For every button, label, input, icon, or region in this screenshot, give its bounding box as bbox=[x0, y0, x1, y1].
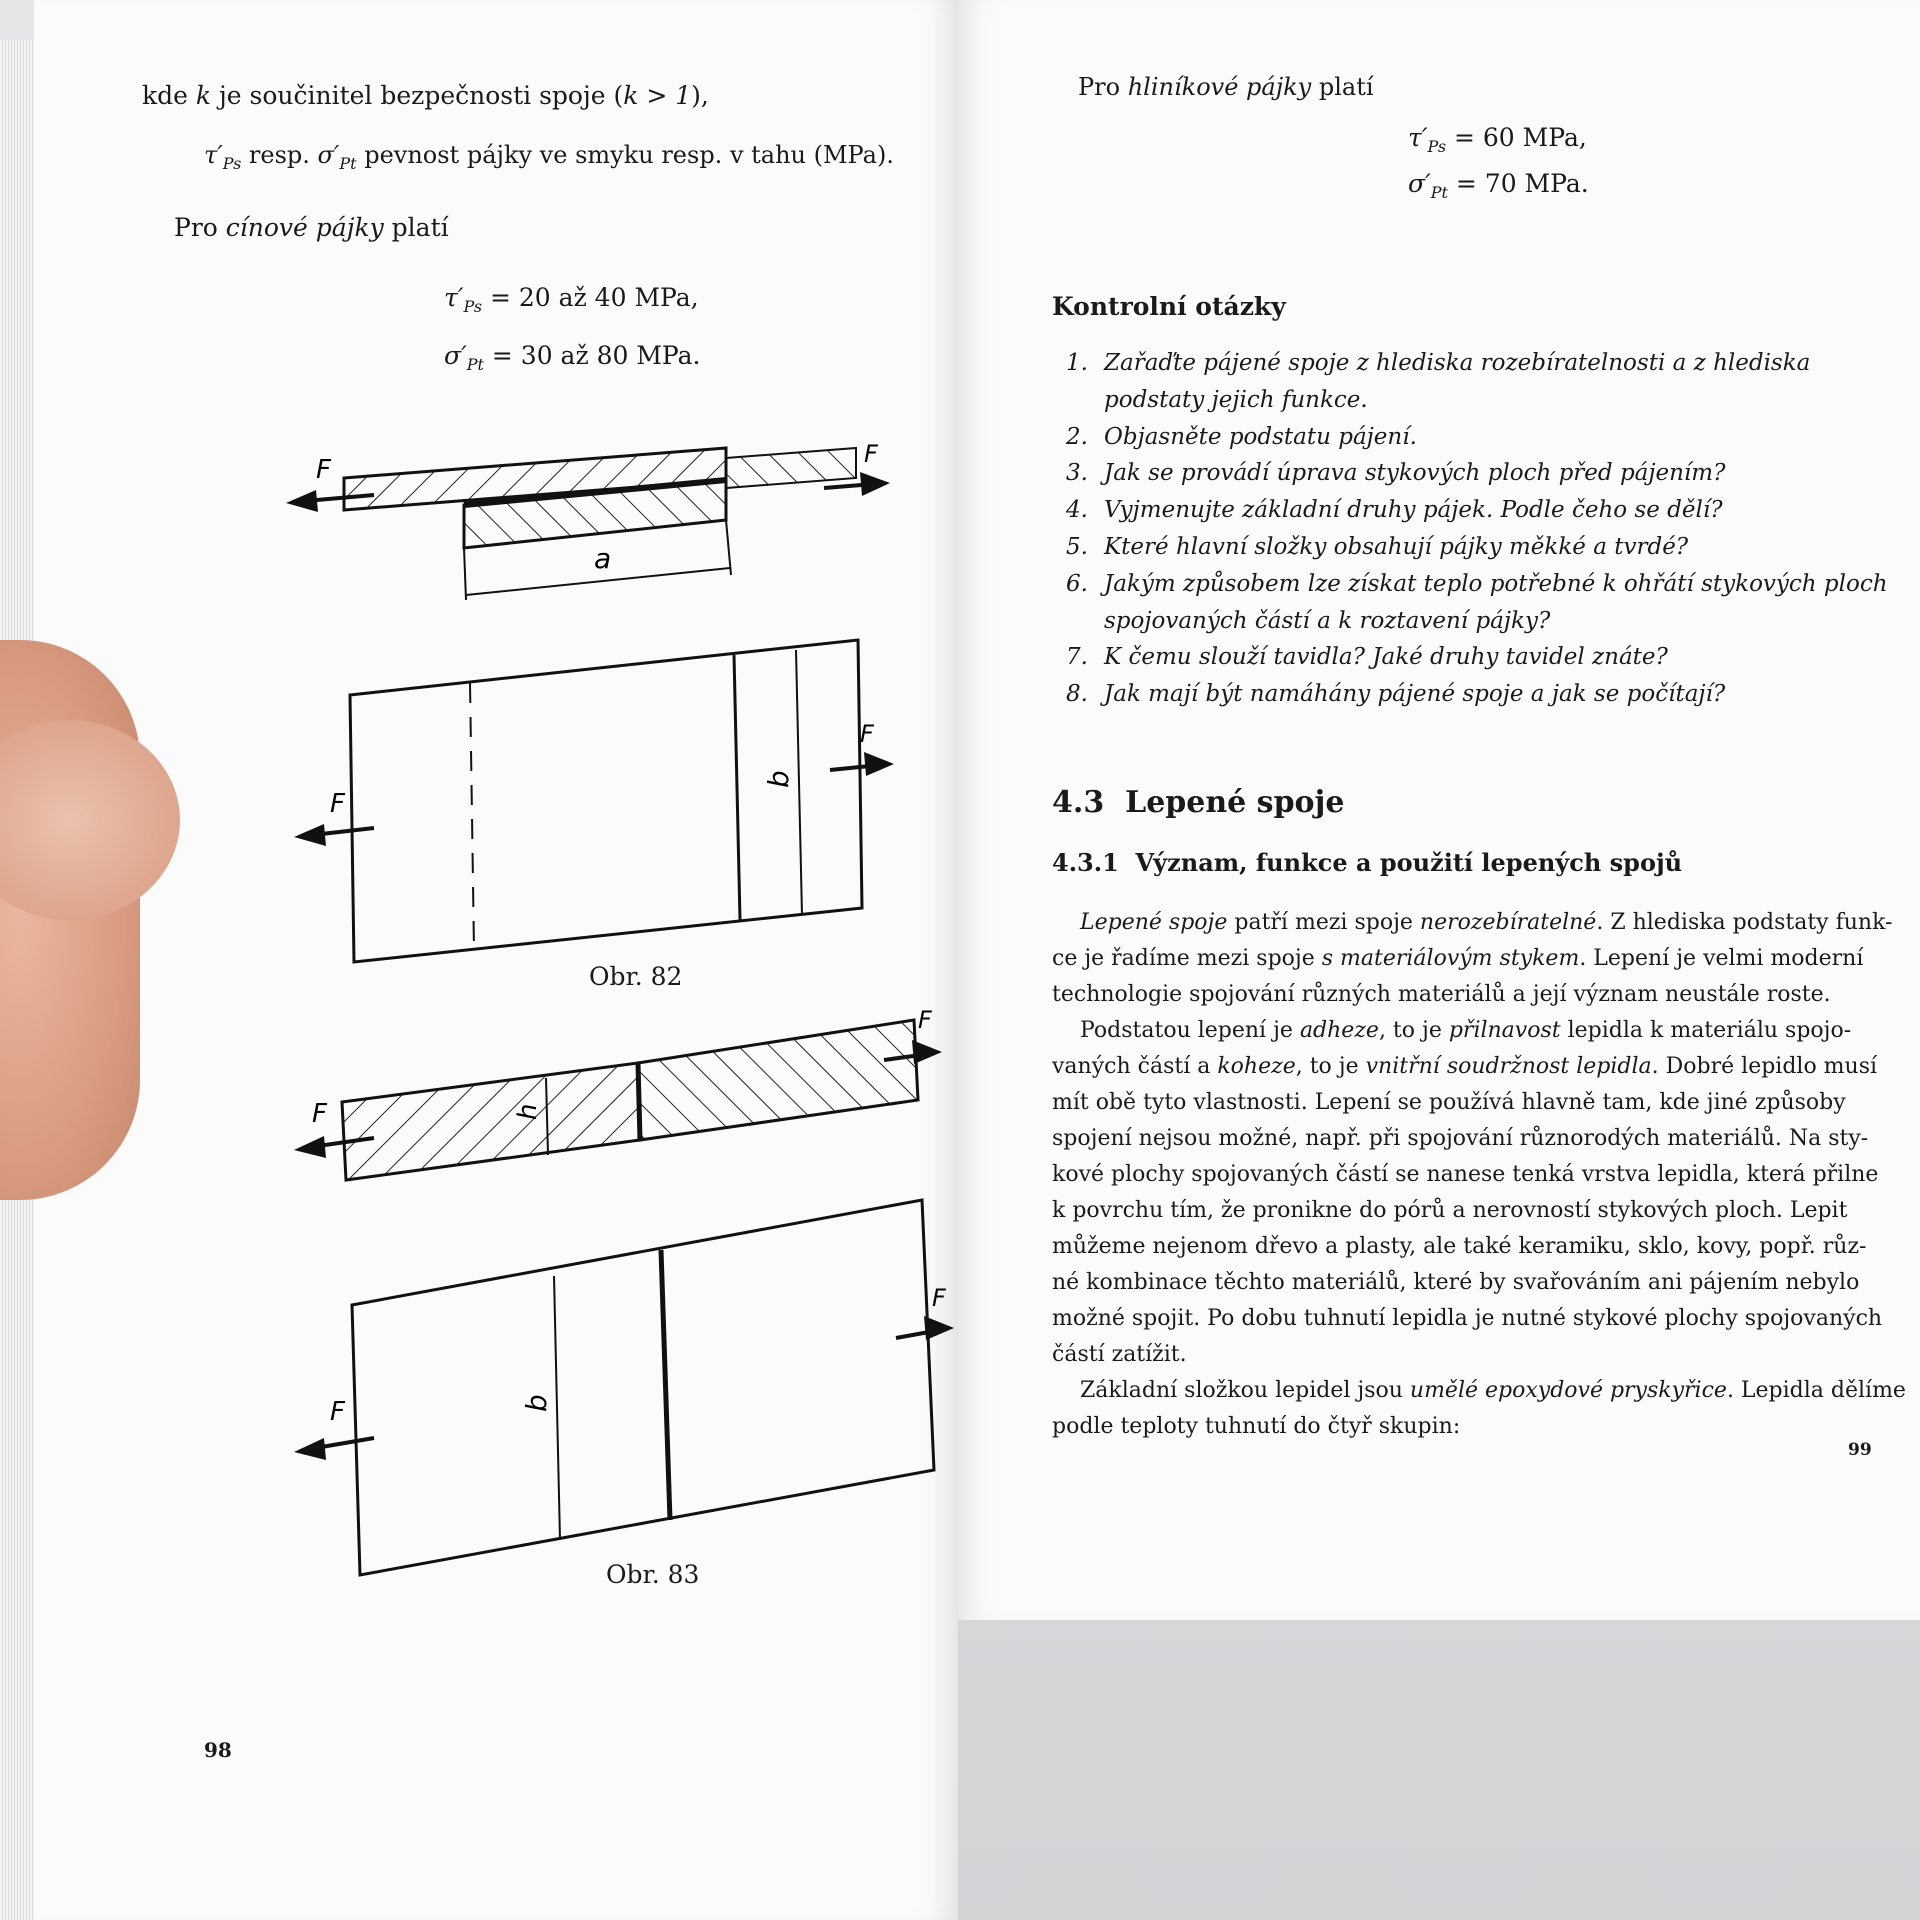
subsection-heading bbox=[1052, 848, 1682, 877]
fig83-plate-left bbox=[342, 1063, 640, 1180]
body-line: spojení nejsou možné, např. při spojování různorodých materiálů. Na sty- bbox=[1052, 1126, 1869, 1151]
body-line bbox=[1052, 1049, 1902, 1085]
text: technologie spojování různých materiálů a její význam neustále roste. bbox=[1052, 982, 1831, 1007]
alu-shear-equation bbox=[1408, 122, 1587, 158]
body-line: mít obě tyto vlastnosti. Lepení se používá hlavně tam, kde jiné způsoby bbox=[1052, 1090, 1846, 1115]
subscript: Ps bbox=[1427, 137, 1447, 156]
fig82-force-left-label: F bbox=[316, 455, 331, 485]
text: , to je bbox=[1295, 1054, 1366, 1079]
text: ce je řadíme mezi spoje bbox=[1052, 946, 1322, 971]
emphasis: vnitřní soudržnost lepidla bbox=[1365, 1054, 1652, 1079]
figure-82 bbox=[34, 0, 958, 1920]
fig83-force-right-arrow bbox=[912, 1040, 942, 1064]
value: = 70 MPa. bbox=[1447, 169, 1589, 198]
text: je součinitel bezpečnosti spoje ( bbox=[211, 81, 624, 110]
body-line: možné spojit. Po dobu tuhnutí lepidla je nutné stykové plochy spojovaných bbox=[1052, 1306, 1883, 1331]
sigma-symbol: σ′ bbox=[317, 141, 340, 169]
fig82-force-right-arrow bbox=[860, 472, 890, 496]
text: patří mezi spoje bbox=[1227, 910, 1420, 935]
symbol: σ′ bbox=[444, 341, 467, 370]
subscript: Ps bbox=[463, 297, 483, 316]
fig83-plan-force-left-arrow bbox=[294, 1438, 326, 1460]
fig83-plan-joint bbox=[661, 1250, 670, 1520]
emphasis: koheze bbox=[1217, 1054, 1296, 1079]
question-item bbox=[1066, 492, 1896, 529]
body-line bbox=[1052, 977, 1902, 1013]
emphasis: s materiálovým stykem bbox=[1321, 946, 1580, 971]
text: . Z hlediska podstaty funk- bbox=[1596, 910, 1893, 935]
value: = 30 až 80 MPa. bbox=[483, 341, 701, 370]
text: . Lepidla dělíme bbox=[1726, 1378, 1906, 1403]
text: Pro bbox=[174, 213, 226, 242]
text: , to je bbox=[1378, 1018, 1449, 1043]
fig82-force-left-arrow bbox=[286, 490, 318, 512]
left-page bbox=[34, 0, 958, 1920]
text: vaných částí a bbox=[1052, 1054, 1218, 1079]
condition: k > 1 bbox=[623, 81, 692, 110]
question-text: Objasněte podstatu pájení. bbox=[1104, 423, 1417, 450]
question-number: 7. bbox=[1066, 644, 1088, 671]
fig82-plan-force-left-label: F bbox=[330, 789, 345, 819]
fig82-upper-plate-ext bbox=[726, 448, 856, 488]
emphasis: přilnavost bbox=[1448, 1018, 1561, 1043]
subsection-title: Význam, funkce a použití lepených spojů bbox=[1135, 848, 1683, 877]
body-text bbox=[1052, 905, 1906, 1445]
alu-tension-equation bbox=[1408, 168, 1589, 204]
body-line: podle teploty tuhnutí do čtyř skupin: bbox=[1052, 1414, 1461, 1439]
text: platí bbox=[1311, 73, 1374, 101]
questions-heading: Kontrolní otázky bbox=[1052, 292, 1286, 321]
fig83-dim-b-line bbox=[554, 1276, 560, 1540]
text: Pro bbox=[1078, 73, 1128, 101]
body-line: částí zatížit. bbox=[1052, 1342, 1187, 1367]
fig82-label-b: b bbox=[762, 770, 795, 788]
emphasis: adheze bbox=[1299, 1018, 1379, 1043]
fig82-plan-force-right-label: F bbox=[860, 720, 874, 748]
fig83-label-b: b bbox=[520, 1394, 553, 1412]
emphasis: nerozebíratelné bbox=[1419, 910, 1597, 935]
question-number: 2. bbox=[1066, 423, 1088, 450]
question-item bbox=[1066, 419, 1896, 456]
body-line bbox=[1052, 905, 1902, 941]
text: Základní složkou lepidel jsou bbox=[1080, 1378, 1410, 1403]
body-line: kové plochy spojovaných částí se nanese tenká vrstva lepidla, která přilne bbox=[1052, 1162, 1879, 1187]
symbol: τ′ bbox=[444, 283, 464, 312]
fig82-plan-dashed-edge bbox=[470, 683, 474, 950]
fig82-plan-force-left-arrow bbox=[294, 824, 326, 846]
page-number-right: 99 bbox=[1848, 1440, 1872, 1460]
right-page bbox=[958, 0, 1920, 1620]
questions-list bbox=[1066, 345, 1896, 713]
body-line bbox=[1052, 941, 1902, 977]
question-text: Jak mají být namáhány pájené spoje a jak se počítají? bbox=[1104, 681, 1726, 708]
subscript: Pt bbox=[1430, 183, 1448, 202]
question-item bbox=[1066, 566, 1896, 640]
fig83-plate-right bbox=[638, 1020, 918, 1140]
fig82-plan-force-right-arrow bbox=[864, 752, 894, 776]
text: platí bbox=[383, 213, 449, 242]
text: ), bbox=[691, 81, 709, 110]
question-number: 1. bbox=[1066, 350, 1088, 376]
subsection-number: 4.3.1 bbox=[1052, 848, 1119, 877]
fig82-dim-a-ext1 bbox=[464, 548, 466, 600]
text: resp. bbox=[241, 141, 318, 169]
value: = 60 MPa, bbox=[1446, 123, 1587, 152]
question-text: Zařaďte pájené spoje z hlediska rozebíratelnosti a z hlediska podstaty jejich funkce. bbox=[1104, 350, 1811, 413]
question-number: 3. bbox=[1066, 460, 1088, 487]
sigma-subscript: Pt bbox=[339, 153, 357, 173]
subscript: Pt bbox=[466, 355, 484, 374]
value: = 20 až 40 MPa, bbox=[482, 283, 699, 312]
body-line: né kombinace těchto materiálů, které by svařováním ani pájením nebylo bbox=[1052, 1270, 1860, 1295]
emphasis: hliníkové pájky bbox=[1127, 73, 1312, 101]
question-text: K čemu slouží tavidla? Jaké druhy tavidel znáte? bbox=[1104, 644, 1668, 671]
fig82-caption: Obr. 82 bbox=[589, 962, 683, 991]
fig83-butt-joint bbox=[638, 1063, 640, 1140]
question-item bbox=[1066, 639, 1896, 676]
fig82-force-right-label: F bbox=[864, 440, 878, 468]
body-line: můžeme nejenom dřevo a plasty, ale také keramiku, sklo, kovy, popř. růz- bbox=[1052, 1234, 1867, 1259]
text: Podstatou lepení je bbox=[1080, 1018, 1300, 1043]
fig83-plan-force-left-label: F bbox=[330, 1397, 345, 1427]
emphasis: umělé epoxydové pryskyřice bbox=[1409, 1378, 1727, 1403]
body-line bbox=[1052, 1373, 1906, 1409]
fig82-label-a: a bbox=[594, 542, 612, 575]
section-number: 4.3 bbox=[1052, 785, 1105, 820]
question-number: 6. bbox=[1066, 570, 1088, 597]
question-item bbox=[1066, 345, 1896, 419]
fig82-dim-b-line bbox=[796, 650, 802, 915]
tau-subscript: Ps bbox=[222, 153, 242, 173]
fig82-dim-a-ext2 bbox=[726, 520, 731, 575]
aluminium-solder-intro bbox=[1078, 72, 1374, 103]
body-line bbox=[1052, 1013, 1902, 1049]
symbol: τ′ bbox=[1408, 123, 1428, 152]
fig83-force-left-label: F bbox=[312, 1099, 327, 1129]
question-number: 8. bbox=[1066, 681, 1088, 708]
fig83-caption: Obr. 83 bbox=[606, 1560, 700, 1589]
section-heading bbox=[1052, 785, 1345, 820]
question-item bbox=[1066, 676, 1896, 713]
question-text: Které hlavní složky obsahují pájky měkké a tvrdé? bbox=[1104, 533, 1689, 560]
fig82-plan-outline bbox=[350, 640, 862, 962]
fig83-force-right-label: F bbox=[918, 1006, 932, 1034]
fig83-label-h: h bbox=[513, 1103, 543, 1120]
tau-symbol: τ′ bbox=[204, 141, 223, 169]
text: kde bbox=[142, 81, 196, 110]
text: . Lepení je velmi moderní bbox=[1579, 946, 1864, 971]
fig83-plan-force-right-label: F bbox=[932, 1284, 946, 1312]
var-k: k bbox=[195, 81, 212, 110]
section-title: Lepené spoje bbox=[1125, 785, 1345, 820]
fig82-plan-solid-edge bbox=[734, 655, 740, 920]
text: lepidla k materiálu spojo- bbox=[1560, 1018, 1852, 1043]
question-text: Jakým způsobem lze získat teplo potřebné k ohřátí stykových ploch spojovaných částí a k roztavení pájky? bbox=[1104, 570, 1888, 634]
question-item bbox=[1066, 529, 1896, 566]
symbol: σ′ bbox=[1408, 169, 1431, 198]
text: pevnost pájky ve smyku resp. v tahu (MPa). bbox=[356, 141, 894, 169]
question-number: 5. bbox=[1066, 533, 1088, 560]
fig83-plan-outline bbox=[352, 1200, 934, 1575]
page-number-left: 98 bbox=[204, 1738, 232, 1762]
emphasis: Lepené spoje bbox=[1080, 910, 1228, 935]
question-number: 4. bbox=[1066, 497, 1088, 524]
fig83-plan-force-right-arrow bbox=[924, 1316, 954, 1340]
emphasis: cínové pájky bbox=[225, 213, 384, 242]
question-item bbox=[1066, 455, 1896, 492]
question-text: Jak se provádí úprava stykových ploch před pájením? bbox=[1104, 460, 1726, 487]
fig83-force-left-arrow bbox=[294, 1136, 326, 1158]
text: . Dobré lepidlo musí bbox=[1651, 1054, 1878, 1079]
body-line: k povrchu tím, že pronikne do pórů a nerovností stykových ploch. Lepit bbox=[1052, 1198, 1848, 1223]
question-text: Vyjmenujte základní druhy pájek. Podle čeho se dělí? bbox=[1104, 497, 1723, 524]
